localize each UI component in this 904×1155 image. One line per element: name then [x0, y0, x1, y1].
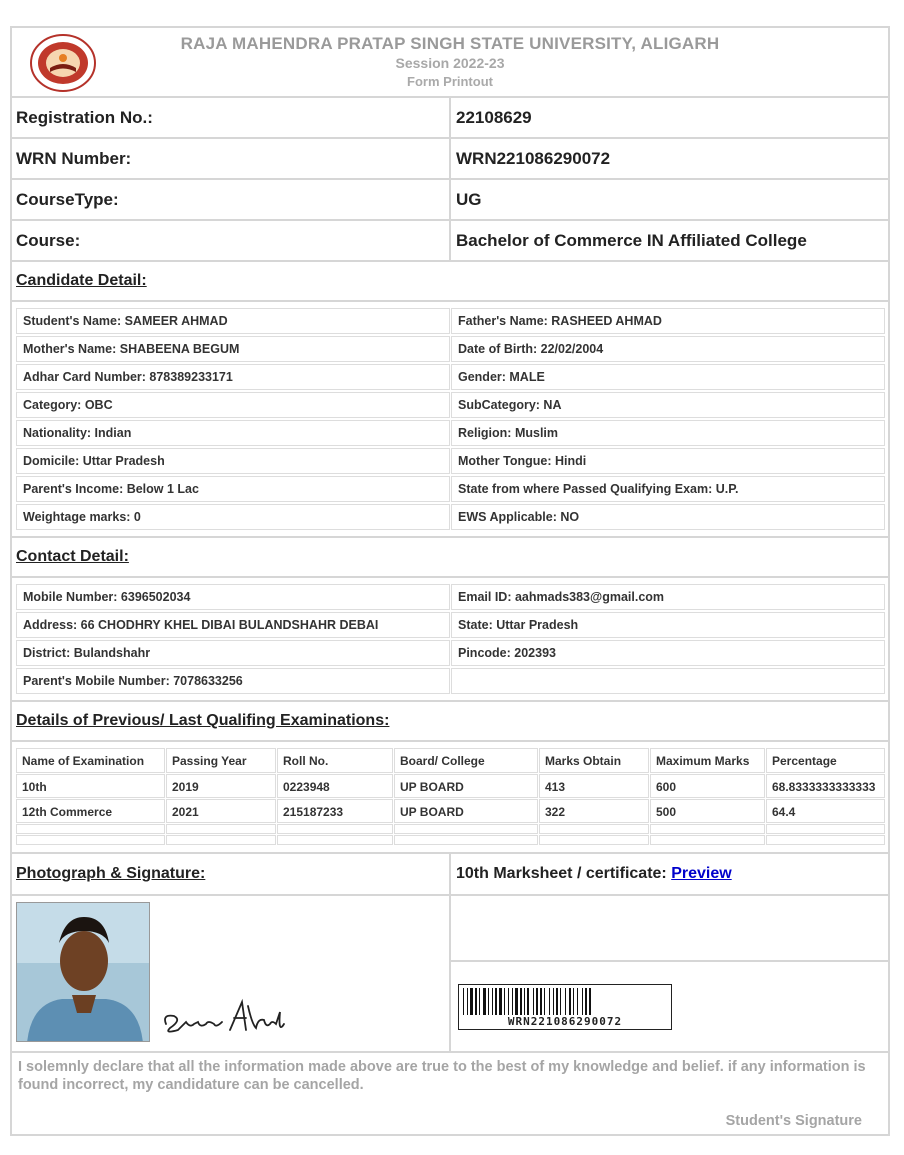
- qualification-column-header: Name of Examination: [16, 748, 165, 773]
- candidate-cell: Parent's Income: Below 1 Lac: [16, 476, 450, 502]
- candidate-cell: Adhar Card Number: 878389233171: [16, 364, 450, 390]
- qualification-cell: [277, 835, 393, 845]
- barcode-bar: [520, 988, 522, 1015]
- candidate-cell: Category: OBC: [16, 392, 450, 418]
- marksheet-text: 10th Marksheet / certificate:: [456, 865, 667, 882]
- qualification-column-header: Percentage: [766, 748, 885, 773]
- field-label: CourseType:: [16, 190, 119, 209]
- barcode-bar: [573, 988, 574, 1015]
- section-title: Contact Detail:: [16, 548, 129, 565]
- barcode-bar: [499, 988, 502, 1015]
- wrn-barcode: [458, 984, 672, 1030]
- qualification-cell: [650, 835, 765, 845]
- qualification-cell: [766, 835, 885, 845]
- barcode-bar: [565, 988, 566, 1015]
- session-label: Session 2022-23: [395, 55, 505, 71]
- qualification-cell: 600: [650, 774, 765, 798]
- candidate-cell: Religion: Muslim: [451, 420, 885, 446]
- qualification-cell: [394, 824, 538, 834]
- barcode-bar: [524, 988, 525, 1015]
- qualification-cell: 215187233: [277, 799, 393, 823]
- qualification-column-header: Marks Obtain: [539, 748, 649, 773]
- candidate-cell: Student's Name: SAMEER AHMAD: [16, 308, 450, 334]
- candidate-heading: [12, 262, 888, 302]
- candidate-cell: Domicile: Uttar Pradesh: [16, 448, 450, 474]
- wrn-row: [12, 139, 888, 180]
- barcode-bar: [589, 988, 591, 1015]
- qualification-cell: 64.4: [766, 799, 885, 823]
- field-label: Course:: [16, 231, 81, 250]
- barcode-bar: [470, 988, 473, 1015]
- qualification-cell: [766, 824, 885, 834]
- form-header: [12, 28, 888, 98]
- candidate-cell: Father's Name: RASHEED AHMAD: [451, 308, 885, 334]
- qualification-cell: [16, 835, 165, 845]
- qualification-cell: 10th: [16, 774, 165, 798]
- contact-cell: Mobile Number: 6396502034: [16, 584, 450, 610]
- contact-band: [12, 578, 888, 702]
- barcode-bar: [479, 988, 480, 1015]
- candidate-cell: Mother's Name: SHABEENA BEGUM: [16, 336, 450, 362]
- qualification-heading: [12, 702, 888, 742]
- section-title: Photograph & Signature:: [16, 865, 206, 882]
- qualification-cell: [539, 824, 649, 834]
- qualification-cell: [277, 824, 393, 834]
- form-printout: [10, 26, 890, 1136]
- candidate-band: [12, 302, 888, 538]
- candidate-cell: Weightage marks: 0: [16, 504, 450, 530]
- qualification-cell: 413: [539, 774, 649, 798]
- barcode-bar: [495, 988, 497, 1015]
- contact-cell: Email ID: aahmads383@gmail.com: [451, 584, 885, 610]
- candidate-cell: State from where Passed Qualifying Exam: U.P.: [451, 476, 885, 502]
- barcode-bar: [553, 988, 554, 1015]
- barcode-bar: [488, 988, 489, 1015]
- barcode-bar: [556, 988, 558, 1015]
- candidate-signature-image: [160, 994, 290, 1042]
- barcode-bar: [483, 988, 486, 1015]
- qualification-cell: [650, 824, 765, 834]
- contact-cell: Pincode: 202393: [451, 640, 885, 666]
- barcode-bar: [569, 988, 571, 1015]
- qualification-cell: UP BOARD: [394, 774, 538, 798]
- university-name: RAJA MAHENDRA PRATAP SINGH STATE UNIVERSITY, ALIGARH: [180, 34, 720, 53]
- qualification-cell: 2019: [166, 774, 276, 798]
- section-title: Candidate Detail:: [16, 272, 147, 289]
- candidate-cell: Date of Birth: 22/02/2004: [451, 336, 885, 362]
- barcode-bar: [544, 988, 545, 1015]
- qualification-cell: [166, 824, 276, 834]
- barcode-bar: [515, 988, 518, 1015]
- form-label: Form Printout: [407, 74, 493, 89]
- qualification-cell: UP BOARD: [394, 799, 538, 823]
- contact-detail-grid: [16, 584, 886, 696]
- contact-cell: State: Uttar Pradesh: [451, 612, 885, 638]
- candidate-cell: EWS Applicable: NO: [451, 504, 885, 530]
- barcode-bar: [536, 988, 538, 1015]
- barcode-bar: [585, 988, 587, 1015]
- barcode-bar: [508, 988, 509, 1015]
- barcode-bar: [463, 988, 464, 1015]
- qualification-cell: 12th Commerce: [16, 799, 165, 823]
- qualification-cell: [166, 835, 276, 845]
- barcode-bar: [512, 988, 513, 1015]
- marksheet-label: [456, 865, 732, 883]
- barcode-bar: [533, 988, 534, 1015]
- qualification-cell: [539, 835, 649, 845]
- qualification-column-header: Board/ College: [394, 748, 538, 773]
- preview-link[interactable]: Preview: [671, 865, 732, 882]
- section-title: Details of Previous/ Last Qualifing Examinations:: [16, 712, 390, 729]
- declaration-text: I solemnly declare that all the information made above are true to the best of my knowledge and belief. if any information is found incorrect, my candidature can be cancelled.: [18, 1059, 866, 1093]
- candidate-cell: Nationality: Indian: [16, 420, 450, 446]
- contact-cell: Parent's Mobile Number: 7078633256: [16, 668, 450, 694]
- barcode-bar: [527, 988, 529, 1015]
- qualification-column-header: Maximum Marks: [650, 748, 765, 773]
- field-value: UG: [456, 190, 482, 209]
- contact-cell: District: Bulandshahr: [16, 640, 450, 666]
- field-label: Registration No.:: [16, 108, 153, 127]
- barcode-bar: [467, 988, 468, 1015]
- course-row: [12, 221, 888, 262]
- qualification-cell: [16, 824, 165, 834]
- barcode-bar: [475, 988, 477, 1015]
- candidate-cell: Mother Tongue: Hindi: [451, 448, 885, 474]
- photo-heading-band: [12, 854, 888, 896]
- qualification-cell: [394, 835, 538, 845]
- barcode-bar: [492, 988, 493, 1015]
- qualification-column-header: Passing Year: [166, 748, 276, 773]
- barcode-bar: [577, 988, 578, 1015]
- student-signature-label: Student's Signature: [725, 1113, 862, 1129]
- field-value: Bachelor of Commerce IN Affiliated College: [456, 231, 807, 250]
- qualification-cell: 322: [539, 799, 649, 823]
- barcode-bar: [540, 988, 542, 1015]
- qualification-cell: 68.8333333333333: [766, 774, 885, 798]
- coursetype-row: [12, 180, 888, 221]
- contact-cell: [451, 668, 885, 694]
- candidate-photo: [16, 902, 150, 1042]
- registration-row: [12, 98, 888, 139]
- candidate-cell: SubCategory: NA: [451, 392, 885, 418]
- candidate-cell: Gender: MALE: [451, 364, 885, 390]
- barcode-bar: [549, 988, 550, 1015]
- barcode-bar: [582, 988, 583, 1015]
- barcode-bar: [504, 988, 505, 1015]
- qualification-cell: 500: [650, 799, 765, 823]
- field-label: WRN Number:: [16, 149, 132, 168]
- candidate-detail-grid: [16, 308, 886, 532]
- qualification-column-header: Roll No.: [277, 748, 393, 773]
- qualification-cell: 2021: [166, 799, 276, 823]
- field-value: 22108629: [456, 108, 532, 127]
- qualification-cell: 0223948: [277, 774, 393, 798]
- field-value: WRN221086290072: [456, 149, 611, 168]
- contact-cell: Address: 66 CHODHRY KHEL DIBAI BULANDSHAHR DEBAI: [16, 612, 450, 638]
- contact-heading: [12, 538, 888, 578]
- barcode-text: WRN221086290072: [507, 1015, 623, 1028]
- barcode-bar: [560, 988, 561, 1015]
